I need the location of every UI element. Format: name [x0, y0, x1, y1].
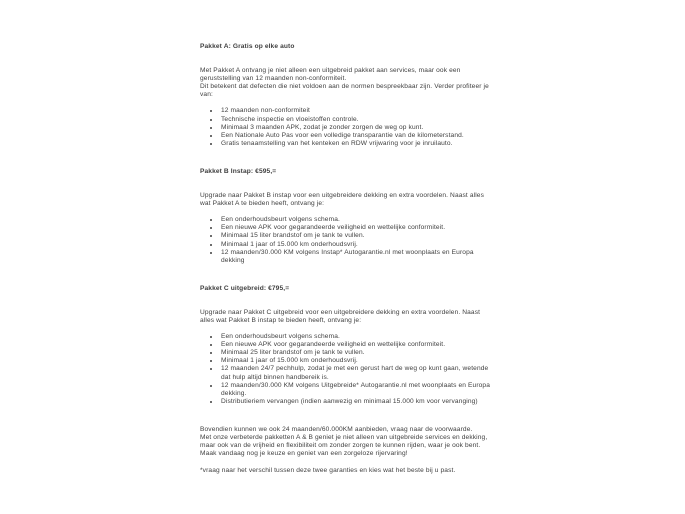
- bullet-item: • Minimaal 15 liter brandstof om je tank te vullen.: [220, 232, 495, 240]
- bullet-item: • 12 maanden 24/7 pechhulp, zodat je met een gerust hart de weg op kunt gaan, wetende dat hulp altijd binnen handbereik is.: [220, 365, 495, 381]
- bullet-item: • Technische inspectie en vloeistoffen controle.: [220, 116, 495, 124]
- section-intro: [200, 67, 495, 99]
- section-heading: Pakket C uitgebreid: €795,=: [200, 284, 290, 292]
- section-bullet-list: [200, 216, 495, 265]
- closing-paragraph: Maak vandaag nog je keuze en geniet van een zorgeloze rijervaring!: [200, 450, 408, 458]
- bullet-item: • 12 maanden/30.000 KM volgens Uitgebreide* Autogarantie.nl met woonplaats en Europa dekking.: [220, 382, 495, 398]
- closing-paragraph: Bovendien kunnen we ook 24 maanden/60.000KM aanbieden, vraag naar de voorwaarde.: [200, 425, 473, 433]
- section-heading: Pakket A: Gratis op elke auto: [200, 43, 295, 50]
- section-intro: [200, 192, 495, 208]
- package-section: [200, 285, 495, 406]
- section-bullet-list: [200, 333, 495, 406]
- bullet-item: • Minimaal 1 jaar of 15.000 km onderhoudsvrij.: [220, 357, 495, 365]
- bullet-item: • 12 maanden non-conformiteit: [220, 107, 495, 115]
- footnote-text: *vraag naar het verschil tussen deze twee garanties en kies wat het beste bij u past.: [200, 467, 456, 475]
- package-section: [200, 43, 495, 148]
- section-bullet-list: [200, 107, 495, 147]
- document-body: [200, 43, 495, 475]
- section-heading: Pakket B Instap: €595,=: [200, 167, 277, 175]
- intro-paragraph: Upgrade naar Pakket B instap voor een uitgebreidere dekking en extra voordelen. Naast alles wat Pakket A te bieden heeft, ontvang je:: [200, 192, 484, 208]
- bullet-item: • Gratis tenaamstelling van het kenteken en RDW vrijwaring voor je inruilauto.: [220, 140, 495, 148]
- bullet-item: • Een nieuwe APK voor gegarandeerde veiligheid en wettelijke conformiteit.: [220, 341, 495, 349]
- intro-paragraph: Dit betekent dat defecten die niet voldoen aan de normen bespreekbaar zijn. Verder profiteer je van:: [200, 83, 489, 99]
- package-section: [200, 168, 495, 265]
- bullet-item: • Een nieuwe APK voor gegarandeerde veiligheid en wettelijke conformiteit.: [220, 224, 495, 232]
- closing-paragraph: Met onze verbeterde pakketten A & B geniet je niet alleen van uitgebreide services en dekking, maar ook van de vrijheid en flexibiliteit om zonder zorgen te kunnen rijden, waar je ook bent.: [200, 434, 488, 450]
- intro-paragraph: Upgrade naar Pakket C uitgebreid voor een uitgebreidere dekking en extra voordelen. Naast alles wat Pakket B instap te bieden heeft, ontvang je:: [200, 308, 481, 324]
- bullet-item: • Minimaal 25 liter brandstof om je tank te vullen.: [220, 349, 495, 357]
- bullet-item: • Een onderhoudsbeurt volgens schema.: [220, 216, 495, 224]
- bullet-item: • Een Nationale Auto Pas voor een volledige transparantie van de kilometerstand.: [220, 132, 495, 140]
- bullet-item: • Minimaal 1 jaar of 15.000 km onderhoudsvrij.: [220, 241, 495, 249]
- section-intro: [200, 309, 495, 325]
- bullet-item: • Minimaal 3 maanden APK, zodat je zonder zorgen de weg op kunt.: [220, 124, 495, 132]
- closing-paragraphs: [200, 426, 495, 458]
- bullet-item: • Distributieriem vervangen (indien aanwezig en minimaal 15.000 km voor vervanging): [220, 398, 495, 406]
- bullet-item: • Een onderhoudsbeurt volgens schema.: [220, 333, 495, 341]
- package-sections: [200, 43, 495, 406]
- bullet-item: • 12 maanden/30.000 KM volgens Instap* Autogarantie.nl met woonplaats en Europa dekking: [220, 249, 495, 265]
- intro-paragraph: Met Pakket A ontvang je niet alleen een uitgebreid pakket aan services, maar ook een geruststelling van 12 maanden non-conformiteit.: [200, 67, 461, 83]
